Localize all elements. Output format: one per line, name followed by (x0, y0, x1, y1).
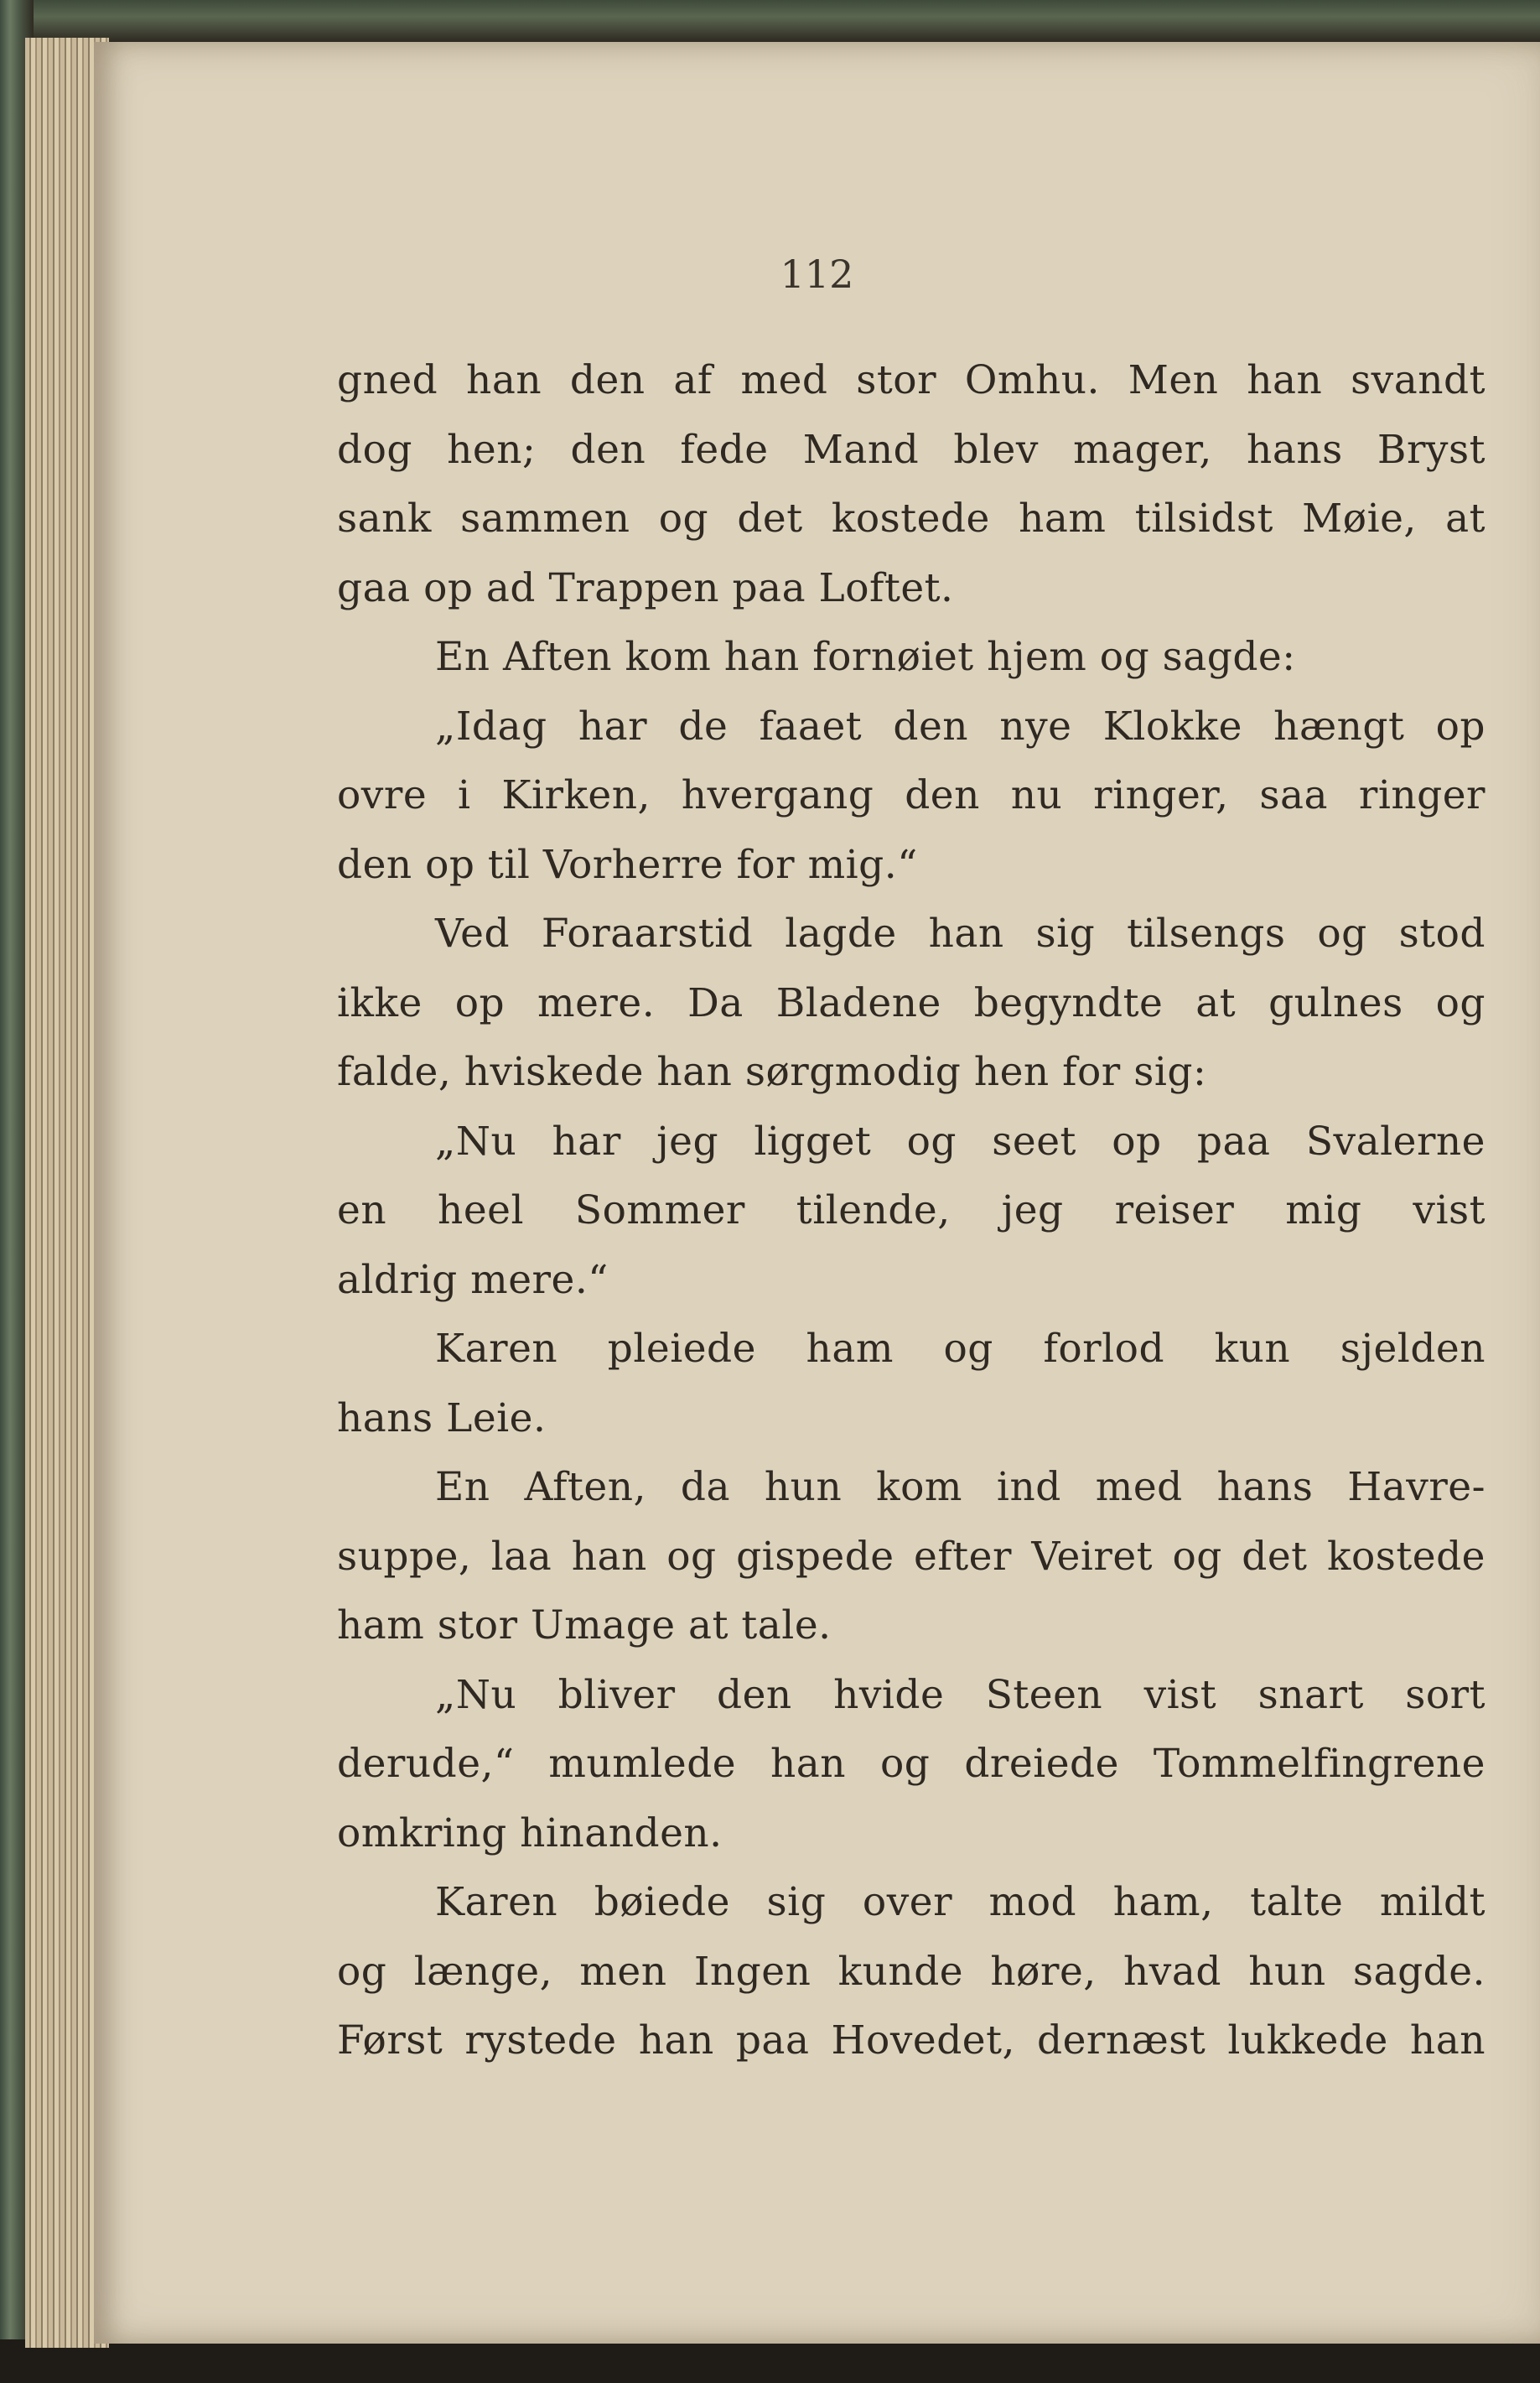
book-page (94, 42, 1540, 2344)
text-line: den op til Vorherre for mig.“ (337, 841, 918, 888)
text-line: gned han den af med stor Omhu. Men han svandt (337, 357, 1486, 403)
text-line: „Idag har de faaet den nye Klokke hængt op (435, 703, 1486, 750)
text-line: en heel Sommer tilende, jeg reiser mig vist (337, 1187, 1486, 1233)
text-line: derude,“ mumlede han og dreiede Tommelfingrene (337, 1741, 1486, 1787)
text-line: Ved Foraarstid lagde han sig tilsengs og stod (435, 911, 1486, 957)
text-line: ikke op mere. Da Bladene begyndte at gulnes og (337, 979, 1486, 1026)
text-line: dog hen; den fede Mand blev mager, hans Bryst (337, 426, 1486, 473)
text-line: hans Leie. (337, 1394, 547, 1441)
book-cover-top (0, 0, 1540, 42)
body-text (337, 346, 1486, 2076)
text-line: Først rystede han paa Hovedet, dernæst lukkede han (337, 2017, 1486, 2064)
text-line: Karen bøiede sig over mod ham, talte mildt (435, 1879, 1486, 1925)
text-line: En Aften, da hun kom ind med hans Havre- (435, 1464, 1486, 1510)
text-line: „Nu har jeg ligget og seet op paa Svalerne (435, 1118, 1486, 1165)
text-line: Karen pleiede ham og forlod kun sjelden (435, 1326, 1486, 1372)
text-line: ham stor Umage at tale. (337, 1602, 832, 1648)
text-line: suppe, laa han og gispede efter Veiret og det kostede (337, 1533, 1486, 1580)
text-line: gaa op ad Trappen paa Loftet. (337, 564, 954, 611)
text-line: ovre i Kirken, hvergang den nu ringer, saa ringer (337, 772, 1486, 818)
text-line: og længe, men Ingen kunde høre, hvad hun sagde. (337, 1948, 1486, 1995)
page-number: 112 (780, 252, 854, 297)
text-line: falde, hviskede han sørgmodig hen for sig: (337, 1049, 1207, 1095)
text-line: sank sammen og det kostede ham tilsidst Møie, at (337, 496, 1486, 542)
text-line: aldrig mere.“ (337, 1256, 609, 1303)
book-cover-bottom (0, 2339, 1540, 2383)
text-line: En Aften kom han fornøiet hjem og sagde: (435, 634, 1296, 680)
text-line: omkring hinanden. (337, 1809, 723, 1856)
text-line: „Nu bliver den hvide Steen vist snart sort (435, 1671, 1486, 1718)
